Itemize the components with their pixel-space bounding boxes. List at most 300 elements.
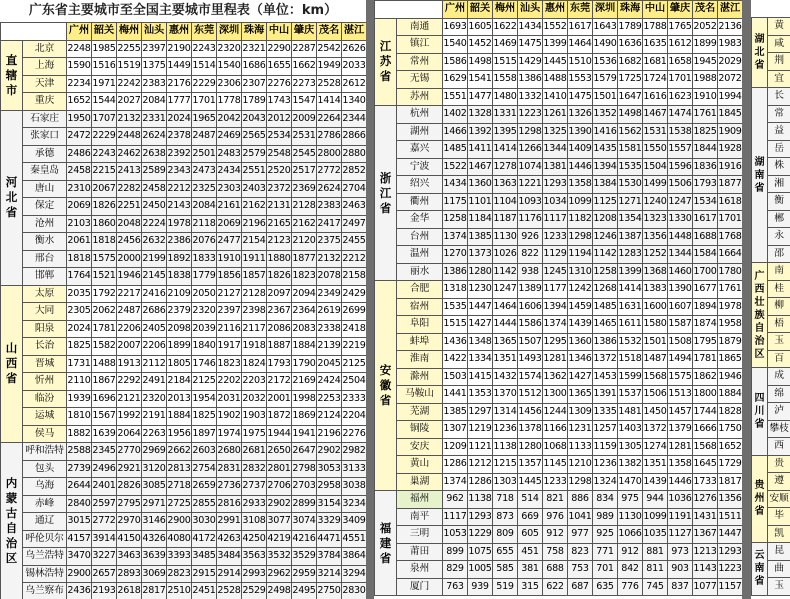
distance-cell: 1599 xyxy=(618,368,643,386)
table-row xyxy=(375,298,743,316)
city-name: 泉州 xyxy=(397,561,443,579)
distance-cell: 2072 xyxy=(718,71,743,89)
distance-cell: 1865 xyxy=(718,351,743,369)
city-name: 湘 xyxy=(768,175,790,193)
distance-cell: 2325 xyxy=(192,180,217,198)
distance-cell: 2321 xyxy=(242,40,267,58)
distance-cell: 903 xyxy=(668,561,693,579)
distance-cell: 1869 xyxy=(292,408,317,426)
table-row xyxy=(1,425,367,443)
distance-cell: 1276 xyxy=(693,491,718,509)
distance-cell: 1278 xyxy=(493,158,518,176)
distance-cell: 1477 xyxy=(468,88,493,106)
distance-cell: 1305 xyxy=(618,438,643,456)
distance-cell: 2229 xyxy=(92,128,117,146)
distance-cell: 1836 xyxy=(693,158,718,176)
distance-cell: 745 xyxy=(643,578,668,596)
distance-cell: 1887 xyxy=(267,338,292,356)
city-name: 沧州 xyxy=(23,215,67,233)
distance-cell: 1568 xyxy=(693,438,718,456)
distance-cell: 1568 xyxy=(643,368,668,386)
distance-cell: 1244 xyxy=(543,403,568,421)
city-name: 承德 xyxy=(23,145,67,163)
distance-cell: 1194 xyxy=(568,246,593,264)
distance-cell: 1647 xyxy=(618,88,643,106)
distance-cell: 2139 xyxy=(317,338,342,356)
distance-cell: 1696 xyxy=(92,390,117,408)
distance-cell: 1143 xyxy=(693,561,718,579)
distance-cell: 2405 xyxy=(142,320,167,338)
city-name: 莆田 xyxy=(397,543,443,561)
distance-cell: 1581 xyxy=(618,141,643,159)
distance-cell: 1330 xyxy=(668,211,693,229)
distance-cell: 1877 xyxy=(292,250,317,268)
table-row xyxy=(375,53,743,71)
distance-cell: 519 xyxy=(493,578,518,596)
column-header: 梅州 xyxy=(493,1,518,19)
distance-cell: 1511 xyxy=(718,508,743,526)
distance-cell: 1493 xyxy=(518,351,543,369)
distance-cell: 2124 xyxy=(317,408,342,426)
distance-cell: 2206 xyxy=(142,338,167,356)
distance-cell: 925 xyxy=(593,526,618,544)
distance-cell: 2009 xyxy=(292,110,317,128)
distance-cell: 1884 xyxy=(718,386,743,404)
distance-cell: 1553 xyxy=(568,71,593,89)
distance-cell: 977 xyxy=(568,526,593,544)
mileage-table-right xyxy=(751,17,790,596)
distance-cell: 2517 xyxy=(292,163,317,181)
distance-cell: 1280 xyxy=(518,438,543,456)
distance-cell: 2320 xyxy=(192,303,217,321)
distance-cell: 1910 xyxy=(693,88,718,106)
distance-cell: 4471 xyxy=(317,530,342,548)
city-name: 厦门 xyxy=(397,578,443,596)
distance-cell: 1515 xyxy=(443,316,468,334)
distance-cell: 2458 xyxy=(67,163,92,181)
distance-cell: 989 xyxy=(593,508,618,526)
table-row xyxy=(1,408,367,426)
distance-cell: 1550 xyxy=(643,141,668,159)
distance-cell: 1374 xyxy=(543,316,568,334)
distance-cell: 1036 xyxy=(668,491,693,509)
distance-cell: 1700 xyxy=(693,263,718,281)
distance-cell: 1340 xyxy=(342,93,367,111)
distance-cell: 2031 xyxy=(217,390,242,408)
city-name: 保定 xyxy=(23,198,67,216)
distance-cell: 1817 xyxy=(718,473,743,491)
distance-cell: 1825 xyxy=(67,338,92,356)
distance-cell: 1662 xyxy=(292,58,317,76)
table-row xyxy=(1,268,367,286)
distance-cell: 1293 xyxy=(543,176,568,194)
distance-cell: 1880 xyxy=(267,250,292,268)
table-row xyxy=(1,478,367,496)
table-row xyxy=(375,88,743,106)
distance-cell: 1828 xyxy=(718,403,743,421)
table-row xyxy=(752,263,790,281)
distance-cell: 912 xyxy=(618,543,643,561)
distance-cell: 1823 xyxy=(292,268,317,286)
distance-cell: 1590 xyxy=(67,58,92,76)
distance-cell: 1884 xyxy=(167,408,192,426)
distance-cell: 2172 xyxy=(267,373,292,391)
distance-cell: 1212 xyxy=(468,456,493,474)
distance-cell: 1701 xyxy=(192,93,217,111)
city-name: 遵 xyxy=(768,473,790,491)
page-title: 广东省主要城市至全国主要城市里程表（单位：km） xyxy=(0,0,366,23)
distance-cell: 2832 xyxy=(242,460,267,478)
province-label: 贵州省 xyxy=(752,455,768,543)
province-label: 广西壮族自治区 xyxy=(752,263,768,368)
distance-cell: 2739 xyxy=(67,460,92,478)
distance-cell: 2067 xyxy=(92,180,117,198)
distance-cell: 1099 xyxy=(568,193,593,211)
distance-cell: 2251 xyxy=(117,198,142,216)
distance-cell: 3485 xyxy=(192,548,217,566)
city-name: 郴 xyxy=(768,210,790,228)
distance-cell: 2128 xyxy=(242,285,267,303)
distance-cell: 1535 xyxy=(443,298,468,316)
distance-cell: 2331 xyxy=(142,110,167,128)
city-name: 芜湖 xyxy=(397,403,443,421)
city-name: 秦皇岛 xyxy=(23,163,67,181)
city-name: 上海 xyxy=(23,58,67,76)
distance-cell: 1127 xyxy=(668,526,693,544)
distance-cell: 2264 xyxy=(317,110,342,128)
distance-cell: 1607 xyxy=(668,298,693,316)
distance-cell: 938 xyxy=(518,263,543,281)
distance-cell: 1335 xyxy=(593,403,618,421)
distance-cell: 1324 xyxy=(593,473,618,491)
distance-cell: 1512 xyxy=(518,386,543,404)
distance-cell: 451 xyxy=(518,543,543,561)
distance-cell: 2112 xyxy=(142,355,167,373)
distance-cell: 1281 xyxy=(668,438,693,456)
distance-cell: 1498 xyxy=(468,53,493,71)
distance-cell: 1611 xyxy=(618,316,643,334)
distance-cell: 1498 xyxy=(618,106,643,124)
city-name: 金华 xyxy=(397,211,443,229)
distance-cell: 1439 xyxy=(643,473,668,491)
distance-cell: 2528 xyxy=(317,75,342,93)
city-name: 桂 xyxy=(768,280,790,298)
distance-cell: 1631 xyxy=(618,298,643,316)
distance-cell: 1213 xyxy=(693,543,718,561)
column-header: 汕头 xyxy=(142,23,167,41)
province-label: 湖南省 xyxy=(752,88,768,263)
distance-cell: 2282 xyxy=(117,180,142,198)
distance-cell: 2001 xyxy=(267,390,292,408)
distance-cell: 1579 xyxy=(593,71,618,89)
distance-cell: 1325 xyxy=(543,123,568,141)
distance-cell: 2184 xyxy=(167,373,192,391)
distance-cell: 3214 xyxy=(317,565,342,583)
table-row xyxy=(1,443,367,461)
distance-cell: 2772 xyxy=(317,163,342,181)
city-name: 株 xyxy=(768,158,790,176)
distance-cell: 2203 xyxy=(242,373,267,391)
distance-cell: 1221 xyxy=(518,176,543,194)
distance-cell: 1510 xyxy=(568,53,593,71)
city-name: 宁波 xyxy=(397,158,443,176)
distance-cell: 1309 xyxy=(568,403,593,421)
province-label: 直辖市 xyxy=(1,40,23,110)
city-name: 贵 xyxy=(768,455,790,473)
distance-cell: 1283 xyxy=(618,246,643,264)
distance-cell: 1466 xyxy=(443,123,468,141)
province-label: 浙江省 xyxy=(375,106,397,281)
distance-cell: 1874 xyxy=(693,316,718,334)
distance-cell: 2338 xyxy=(317,320,342,338)
distance-cell: 1323 xyxy=(643,211,668,229)
city-name: 阳泉 xyxy=(23,320,67,338)
table-row xyxy=(1,390,367,408)
distance-cell: 1411 xyxy=(468,141,493,159)
table-row xyxy=(1,110,367,128)
distance-cell: 1974 xyxy=(217,425,242,443)
city-name: 滁州 xyxy=(397,368,443,386)
distance-cell: 1138 xyxy=(493,438,518,456)
distance-cell: 1513 xyxy=(668,386,693,404)
city-name: 西 xyxy=(768,438,790,456)
distance-cell: 1795 xyxy=(693,333,718,351)
distance-cell: 1928 xyxy=(718,141,743,159)
distance-cell: 2217 xyxy=(117,285,142,303)
distance-cell: 2496 xyxy=(92,460,117,478)
city-name: 侯马 xyxy=(23,425,67,443)
distance-cell: 1655 xyxy=(267,58,292,76)
distance-cell: 1521 xyxy=(92,268,117,286)
distance-cell: 2161 xyxy=(217,198,242,216)
column-header: 茂名 xyxy=(317,23,342,41)
distance-cell: 1825 xyxy=(192,408,217,426)
city-name: 安庆 xyxy=(397,438,443,456)
distance-cell: 1616 xyxy=(643,88,668,106)
distance-cell: 2127 xyxy=(217,285,242,303)
distance-cell: 3484 xyxy=(217,548,242,566)
distance-cell: 2193 xyxy=(92,583,117,599)
distance-cell: 1480 xyxy=(493,88,518,106)
province-label: 云南省 xyxy=(752,543,768,596)
distance-cell: 1882 xyxy=(67,425,92,443)
distance-cell: 1475 xyxy=(518,36,543,54)
distance-cell: 1744 xyxy=(693,403,718,421)
distance-cell: 1252 xyxy=(643,246,668,264)
distance-cell: 2176 xyxy=(167,75,192,93)
column-header: 珠海 xyxy=(242,23,267,41)
distance-cell: 2401 xyxy=(92,478,117,496)
city-name: 北京 xyxy=(23,40,67,58)
distance-cell: 2551 xyxy=(242,163,267,181)
distance-cell: 1746 xyxy=(192,355,217,373)
table-row xyxy=(1,513,367,531)
distance-cell: 1584 xyxy=(693,246,718,264)
distance-cell: 2813 xyxy=(167,460,192,478)
distance-cell: 1537 xyxy=(618,386,643,404)
distance-cell: 1166 xyxy=(543,421,568,439)
distance-cell: 1622 xyxy=(493,18,518,36)
city-name: 湖州 xyxy=(397,123,443,141)
distance-cell: 1258 xyxy=(593,263,618,281)
distance-cell: 3532 xyxy=(267,548,292,566)
distance-cell: 2469 xyxy=(217,128,242,146)
city-name: 巢湖 xyxy=(397,473,443,491)
distance-cell: 1266 xyxy=(518,141,543,159)
distance-cell: 1459 xyxy=(568,298,593,316)
distance-cell: 1800 xyxy=(693,386,718,404)
distance-cell: 1395 xyxy=(493,123,518,141)
distance-cell: 1354 xyxy=(618,211,643,229)
distance-cell: 1099 xyxy=(643,508,668,526)
distance-cell: 2333 xyxy=(342,390,367,408)
distance-cell: 2491 xyxy=(142,373,167,391)
distance-cell: 1707 xyxy=(92,110,117,128)
distance-cell: 1971 xyxy=(92,75,117,93)
distance-cell: 1390 xyxy=(568,123,593,141)
table-row xyxy=(375,36,743,54)
distance-cell: 1427 xyxy=(568,368,593,386)
distance-cell: 1436 xyxy=(443,333,468,351)
column-header: 东莞 xyxy=(568,1,593,19)
distance-cell: 2823 xyxy=(167,565,192,583)
distance-cell: 2900 xyxy=(167,513,192,531)
distance-cell: 2084 xyxy=(192,198,217,216)
distance-cell: 1877 xyxy=(718,176,743,194)
distance-cell: 1617 xyxy=(693,211,718,229)
city-name: 马鞍山 xyxy=(397,386,443,404)
distance-cell: 3053 xyxy=(317,460,342,478)
distance-cell: 1824 xyxy=(242,355,267,373)
distance-cell: 1053 xyxy=(443,526,468,544)
distance-cell: 1450 xyxy=(643,403,668,421)
distance-cell: 1825 xyxy=(693,123,718,141)
distance-cell: 2196 xyxy=(317,425,342,443)
distance-cell: 669 xyxy=(518,508,543,526)
distance-cell: 2242 xyxy=(117,75,142,93)
distance-cell: 1390 xyxy=(668,281,693,299)
distance-cell: 1838 xyxy=(167,268,192,286)
distance-cell: 1950 xyxy=(67,110,92,128)
distance-cell: 1779 xyxy=(192,268,217,286)
table-row xyxy=(375,526,743,544)
distance-cell: 1985 xyxy=(92,40,117,58)
distance-cell: 3077 xyxy=(267,513,292,531)
distance-cell: 1884 xyxy=(292,338,317,356)
province-label: 福建省 xyxy=(375,491,397,596)
distance-cell: 1358 xyxy=(668,456,693,474)
distance-cell: 1857 xyxy=(242,268,267,286)
page-middle xyxy=(374,0,742,599)
distance-cell: 1378 xyxy=(518,421,543,439)
distance-cell: 622 xyxy=(543,578,568,596)
distance-cell: 2662 xyxy=(167,443,192,461)
distance-cell: 1026 xyxy=(493,246,518,264)
distance-cell: 2565 xyxy=(242,128,267,146)
distance-cell: 1994 xyxy=(718,88,743,106)
distance-cell: 1344 xyxy=(543,141,568,159)
province-label: 山西省 xyxy=(1,285,23,443)
distance-cell: 2473 xyxy=(192,163,217,181)
distance-cell: 1823 xyxy=(217,355,242,373)
distance-cell: 2647 xyxy=(292,443,317,461)
distance-cell: 1357 xyxy=(518,456,543,474)
distance-cell: 1219 xyxy=(468,421,493,439)
distance-cell: 823 xyxy=(568,543,593,561)
distance-cell: 2199 xyxy=(142,250,167,268)
distance-cell: 886 xyxy=(568,491,593,509)
distance-cell: 2579 xyxy=(242,145,267,163)
distance-cell: 2725 xyxy=(167,495,192,513)
page-left xyxy=(0,0,366,599)
distance-cell: 1761 xyxy=(693,106,718,124)
distance-cell: 3393 xyxy=(167,548,192,566)
distance-cell: 1261 xyxy=(543,106,568,124)
distance-cell: 2190 xyxy=(167,40,192,58)
distance-cell: 1503 xyxy=(443,368,468,386)
distance-cell: 899 xyxy=(443,543,468,561)
column-header: 湛江 xyxy=(718,1,743,19)
city-name: 台州 xyxy=(397,228,443,246)
distance-cell: 2263 xyxy=(142,425,167,443)
distance-cell: 2110 xyxy=(67,373,92,391)
distance-cell: 2048 xyxy=(117,215,142,233)
distance-cell: 1422 xyxy=(443,351,468,369)
distance-cell: 2367 xyxy=(267,303,292,321)
table-row xyxy=(375,263,743,281)
distance-cell: 1358 xyxy=(568,176,593,194)
column-header: 惠州 xyxy=(167,23,192,41)
distance-cell: 2024 xyxy=(167,110,192,128)
distance-cell: 2292 xyxy=(117,373,142,391)
header-blank xyxy=(375,1,443,19)
distance-cell: 4216 xyxy=(292,530,317,548)
distance-cell: 1506 xyxy=(643,386,668,404)
distance-cell: 926 xyxy=(518,228,543,246)
distance-cell: 2486 xyxy=(67,145,92,163)
distance-cell: 2801 xyxy=(267,460,292,478)
distance-cell: 1975 xyxy=(242,425,267,443)
distance-cell: 1485 xyxy=(443,141,468,159)
column-header: 湛江 xyxy=(342,23,367,41)
column-header: 肇庆 xyxy=(668,1,693,19)
distance-cell: 3227 xyxy=(92,548,117,566)
distance-cell: 1399 xyxy=(543,36,568,54)
distance-cell: 2416 xyxy=(142,285,167,303)
distance-cell: 1487 xyxy=(643,351,668,369)
distance-cell: 1348 xyxy=(468,333,493,351)
city-name: 衡 xyxy=(768,193,790,211)
city-name: 重庆 xyxy=(23,93,67,111)
distance-cell: 2191 xyxy=(142,408,167,426)
distance-cell: 2103 xyxy=(67,215,92,233)
city-name: 玉 xyxy=(768,578,790,596)
distance-cell: 2116 xyxy=(217,320,242,338)
distance-cell: 1435 xyxy=(593,141,618,159)
distance-cell: 2529 xyxy=(242,583,267,599)
distance-cell: 2914 xyxy=(217,565,242,583)
table-row xyxy=(375,246,743,264)
column-header: 韶关 xyxy=(92,23,117,41)
table-row xyxy=(752,368,790,386)
distance-cell: 1946 xyxy=(718,368,743,386)
distance-cell: 1439 xyxy=(568,316,593,334)
distance-cell: 1429 xyxy=(518,53,543,71)
header-row xyxy=(1,23,367,41)
distance-cell: 1386 xyxy=(443,263,468,281)
distance-cell: 2403 xyxy=(242,180,267,198)
distance-cell: 2287 xyxy=(292,40,317,58)
